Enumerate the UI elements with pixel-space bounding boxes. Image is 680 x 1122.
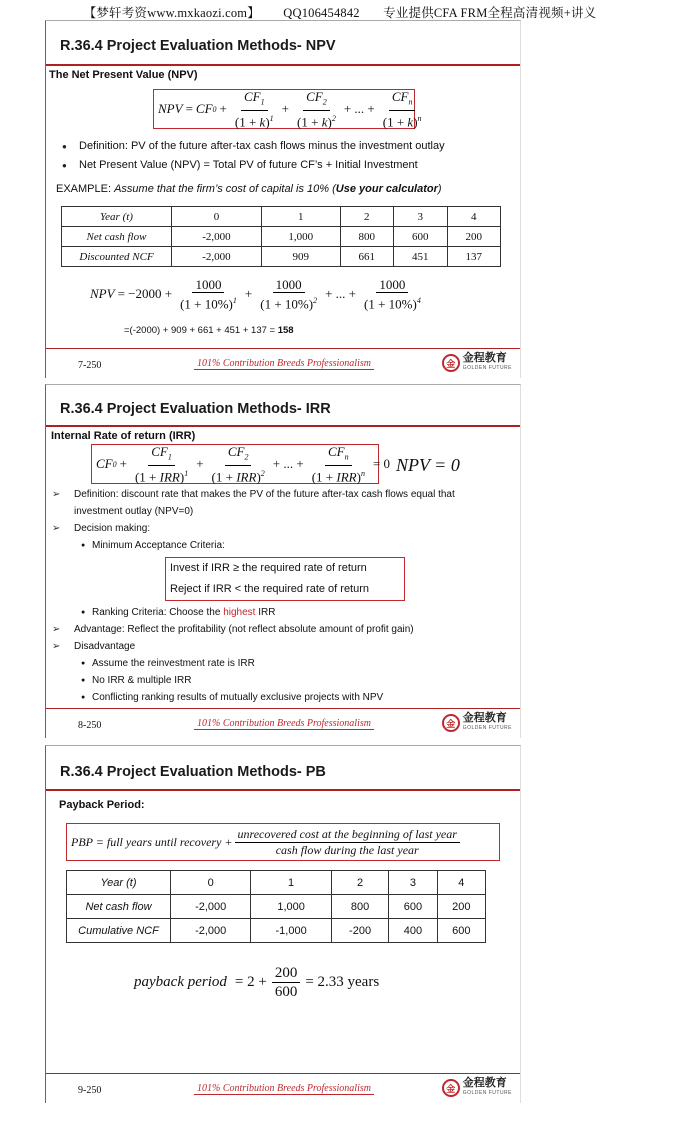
- npv-calc-line: [124, 325, 294, 336]
- page-number: 9-250: [78, 1085, 102, 1096]
- table-cell: Net cash flow: [62, 227, 172, 247]
- list-item: ● Minimum Acceptance Criteria:: [52, 537, 455, 554]
- slogan: 101% Contribution Breeds Professionalism: [194, 358, 374, 370]
- example-line: [56, 183, 442, 195]
- logo: [442, 713, 512, 733]
- table-cell: Year (t): [67, 871, 171, 895]
- table-cell: 451: [394, 247, 447, 267]
- table-cell: 1: [261, 207, 340, 227]
- example-text: Assume that the firm’s cost of capital is 10% (: [114, 183, 336, 195]
- example-suffix: ): [437, 183, 442, 195]
- slide-title: R.36.4 Project Evaluation Methods- NPV: [60, 38, 336, 54]
- table-cell: 1,000: [251, 895, 331, 919]
- list-item: ➢ Disadvantage: [52, 638, 414, 655]
- logo-icon: 金: [442, 354, 460, 372]
- list-item: ➢ Definition: discount rate that makes the PV of the future after-tax cash flows equal that: [52, 486, 455, 503]
- list-item: ● No IRR & multiple IRR: [52, 672, 414, 689]
- table-cell: 137: [447, 247, 501, 267]
- slide-footer: [46, 1073, 520, 1103]
- example-prefix: EXAMPLE:: [56, 183, 115, 195]
- table-row: [67, 871, 486, 895]
- logo-subtext: GOLDEN FUTURE: [462, 1090, 512, 1096]
- table-cell: 0: [171, 871, 251, 895]
- qq-number: QQ106454842: [283, 6, 360, 20]
- slogan: 101% Contribution Breeds Professionalism: [194, 1083, 374, 1095]
- table-cell: Net cash flow: [67, 895, 171, 919]
- table-cell: 4: [447, 207, 501, 227]
- list-item: ➢ Decision making:: [52, 520, 455, 537]
- logo-text: 金程教育: [462, 352, 507, 364]
- table-cell: 3: [394, 207, 447, 227]
- npv-table: [61, 206, 501, 267]
- table-cell: 800: [331, 895, 389, 919]
- slide-irr: [45, 384, 521, 738]
- logo-icon: 金: [442, 1079, 460, 1097]
- logo-text: 金程教育: [462, 1077, 507, 1089]
- table-cell: Cumulative NCF: [67, 919, 171, 943]
- slide-npv: [45, 20, 521, 378]
- pbp-denominator: cash flow during the last year: [275, 842, 419, 857]
- pbp-formula: [66, 823, 500, 861]
- logo: [442, 1078, 512, 1098]
- pp-lhs: payback period: [134, 974, 227, 990]
- table-cell: -2,000: [171, 895, 251, 919]
- list-item: ● Net Present Value (NPV) = Total PV of future CF’s + Initial Investment: [62, 156, 445, 175]
- list-item: ● Conflicting ranking results of mutually exclusive projects with NPV: [52, 689, 414, 706]
- ranking-suffix: IRR: [255, 607, 276, 618]
- logo-icon: 金: [442, 714, 460, 732]
- irr-list-2: [52, 604, 414, 706]
- table-cell: 2: [331, 871, 389, 895]
- table-cell: 3: [389, 871, 437, 895]
- promo-text: 专业提供CFA FRM全程高清视频+讲义: [383, 6, 597, 20]
- example-bold: Use your calculator: [335, 183, 438, 195]
- table-cell: 909: [261, 247, 340, 267]
- table-row: [62, 227, 501, 247]
- irr-formula: CF 0 + $\frac{CF_1}{(1 + IRR)^1}$ + $\frac{CF_2}{(1 + IRR)^2}$ + ... + $\frac{CF_n}{(1 + IRR)^n}$ = 0: [91, 444, 379, 484]
- table-row: [62, 207, 501, 227]
- table-cell: 1: [251, 871, 331, 895]
- slide-footer: [46, 348, 520, 378]
- page-header: [0, 3, 680, 21]
- table-cell: 200: [447, 227, 501, 247]
- table-cell: -200: [331, 919, 389, 943]
- page-number: 8-250: [78, 720, 102, 731]
- payback-formula: [134, 964, 382, 1001]
- table-cell: -1,000: [251, 919, 331, 943]
- logo-subtext: GOLDEN FUTURE: [462, 365, 512, 371]
- table-cell: 4: [437, 871, 485, 895]
- criteria-invest: Invest if IRR ≥ the required rate of return: [170, 562, 367, 574]
- logo-subtext: GOLDEN FUTURE: [462, 725, 512, 731]
- slogan: 101% Contribution Breeds Professionalism: [194, 718, 374, 730]
- npv-calc-formula: NPV = −2000 + $\frac{1000}{(1 + 10\%)^1}$ + $\frac{1000}{(1 + 10\%)^2}$ + ... + $\frac{1000}{(1 + 10\%)^4}$: [90, 276, 421, 312]
- ranking-prefix: Ranking Criteria: Choose the: [92, 607, 224, 618]
- calc-text: =(-2000) + 909 + 661 + 451 + 137 =: [124, 325, 278, 336]
- table-cell: 0: [172, 207, 262, 227]
- pp-num: 200: [272, 964, 301, 983]
- title-rule: [46, 425, 520, 427]
- list-item: [52, 604, 414, 621]
- table-cell: 200: [437, 895, 485, 919]
- npv-zero: NPV = 0: [396, 455, 460, 475]
- logo: [442, 353, 512, 373]
- pp-den: 600: [274, 984, 298, 1000]
- npv-formula: NPV = CF 0 + $\frac{CF_1}{(1 + k)^1}$ + $\frac{CF_2}{(1 + k)^2}$ + ... + $\frac{CF_n}{(1 + k)^n}$: [153, 89, 415, 129]
- criteria-box: [165, 557, 405, 601]
- table-cell: Year (t): [62, 207, 172, 227]
- table-cell: Discounted NCF: [62, 247, 172, 267]
- title-rule: [46, 789, 520, 791]
- table-cell: 2: [340, 207, 393, 227]
- table-row: [62, 247, 501, 267]
- table-cell: -2,000: [172, 227, 262, 247]
- pbp-lhs: PBP = full years until recovery +: [71, 834, 233, 849]
- definition-list: [62, 137, 445, 175]
- table-cell: -2,000: [171, 919, 251, 943]
- irr-list: [52, 486, 455, 554]
- table-cell: 661: [340, 247, 393, 267]
- logo-text: 金程教育: [462, 712, 507, 724]
- table-cell: 600: [394, 227, 447, 247]
- calc-result: 158: [277, 325, 294, 336]
- pb-table: [66, 870, 486, 943]
- criteria-reject: Reject if IRR < the required rate of return: [170, 583, 370, 595]
- section-subtitle: The Net Present Value (NPV): [49, 69, 198, 81]
- table-cell: 1,000: [261, 227, 340, 247]
- table-cell: 600: [389, 895, 437, 919]
- section-subtitle: Payback Period:: [59, 799, 145, 811]
- site-name: 【梦轩考资www.mxkaozi.com】: [83, 6, 260, 20]
- slide-footer: [46, 708, 520, 738]
- table-cell: -2,000: [172, 247, 262, 267]
- pp-result: = 2.33 years: [305, 974, 380, 990]
- page-number: 7-250: [78, 360, 102, 371]
- section-subtitle: Internal Rate of return (IRR): [51, 430, 196, 442]
- table-row: [67, 895, 486, 919]
- list-item: ➢ Advantage: Reflect the profitability (not reflect absolute amount of profit gain): [52, 621, 414, 638]
- ranking-highlight: highest: [223, 607, 256, 618]
- table-row: [67, 919, 486, 943]
- table-cell: 800: [340, 227, 393, 247]
- table-cell: 400: [389, 919, 437, 943]
- list-item: ● Definition: PV of the future after-tax cash flows minus the investment outlay: [62, 137, 445, 156]
- title-rule: [46, 64, 520, 66]
- slide-title: R.36.4 Project Evaluation Methods- PB: [60, 764, 326, 780]
- list-item: investment outlay (NPV=0): [74, 506, 194, 517]
- pp-eq: = 2 +: [234, 974, 267, 990]
- slide-title: R.36.4 Project Evaluation Methods- IRR: [60, 401, 331, 417]
- slide-pb: [45, 745, 521, 1103]
- list-item: ● Assume the reinvestment rate is IRR: [52, 655, 414, 672]
- table-cell: 600: [437, 919, 485, 943]
- pbp-numerator: unrecovered cost at the beginning of last year: [235, 827, 460, 843]
